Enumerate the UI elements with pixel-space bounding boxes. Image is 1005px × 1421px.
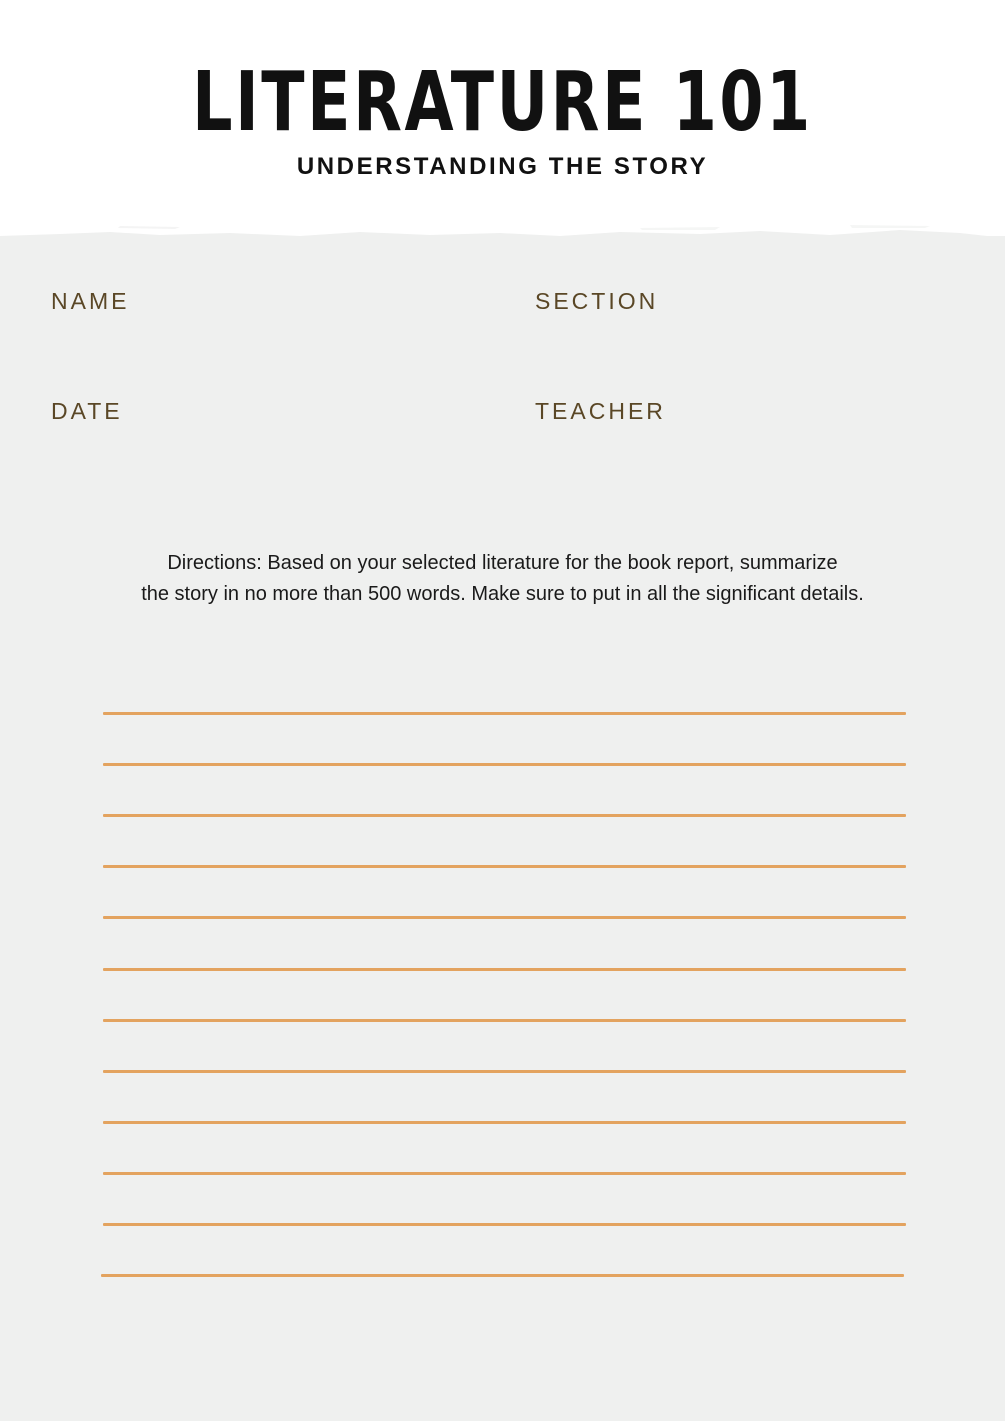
writing-line[interactable] <box>101 1274 904 1277</box>
writing-line[interactable] <box>103 712 906 715</box>
writing-line[interactable] <box>103 1019 906 1022</box>
worksheet-body <box>0 236 1005 1421</box>
writing-line[interactable] <box>103 968 906 971</box>
directions-text <box>60 548 945 610</box>
name-label: NAME <box>51 288 130 314</box>
writing-line[interactable] <box>103 1121 906 1124</box>
teacher-label: TEACHER <box>535 398 666 424</box>
brush-stroke-edge <box>0 218 1005 258</box>
directions-line-2: the story in no more than 500 words. Make sure to put in all the significant details. <box>141 583 864 605</box>
writing-line[interactable] <box>103 763 906 766</box>
page-title: LITERATURE 101 <box>192 55 813 150</box>
page-subtitle: UNDERSTANDING THE STORY <box>296 153 709 180</box>
writing-line[interactable] <box>103 865 906 868</box>
writing-line[interactable] <box>103 1070 906 1073</box>
date-label: DATE <box>51 398 123 424</box>
writing-line[interactable] <box>103 1223 906 1226</box>
writing-line[interactable] <box>103 916 906 919</box>
section-label: SECTION <box>535 288 659 314</box>
writing-line[interactable] <box>103 1172 906 1175</box>
writing-line[interactable] <box>103 814 906 817</box>
directions-line-1: Directions: Based on your selected literature for the book report, summarize <box>167 552 838 574</box>
header-area <box>0 0 1005 240</box>
